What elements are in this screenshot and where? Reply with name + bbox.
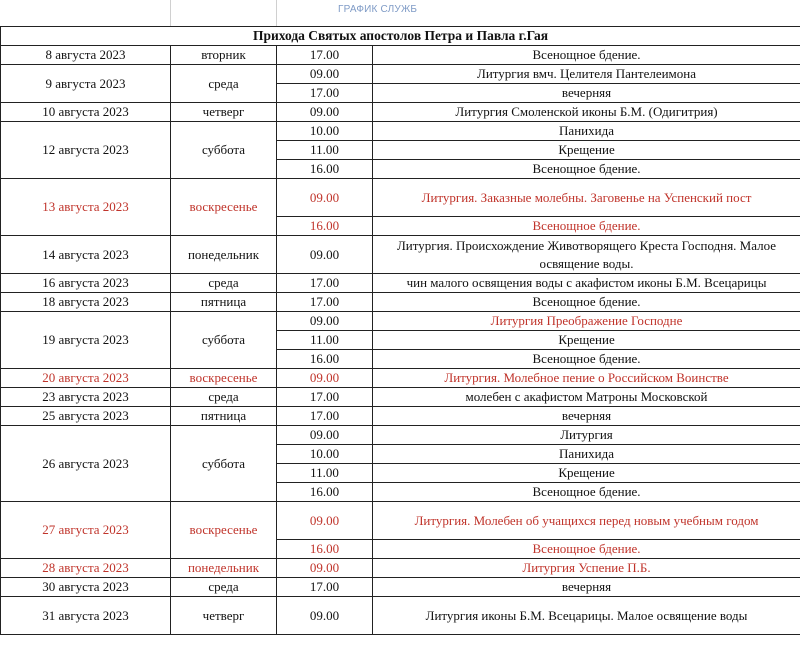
- service-description-cell: Всенощное бдение.: [373, 540, 800, 559]
- time-cell: 11.00: [277, 141, 373, 160]
- service-row: [1, 426, 800, 445]
- column-divider: [276, 0, 277, 26]
- date-cell: 13 августа 2023: [1, 179, 171, 236]
- weekday-cell: суббота: [171, 122, 277, 179]
- weekday-cell: пятница: [171, 293, 277, 312]
- time-cell: 09.00: [277, 502, 373, 540]
- service-description-cell: Литургия. Молебен об учащихся перед новым учебным годом: [373, 502, 800, 540]
- service-row: [1, 407, 800, 426]
- weekday-cell: среда: [171, 578, 277, 597]
- time-cell: 17.00: [277, 578, 373, 597]
- weekday-cell: пятница: [171, 407, 277, 426]
- weekday-cell: вторник: [171, 46, 277, 65]
- time-cell: 09.00: [277, 369, 373, 388]
- schedule-title: Прихода Святых апостолов Петра и Павла г.Гая: [1, 27, 800, 46]
- date-cell: 27 августа 2023: [1, 502, 171, 559]
- time-cell: 09.00: [277, 312, 373, 331]
- date-cell: 25 августа 2023: [1, 407, 171, 426]
- time-cell: 17.00: [277, 293, 373, 312]
- weekday-cell: суббота: [171, 426, 277, 502]
- service-row: [1, 293, 800, 312]
- service-row: [1, 559, 800, 578]
- service-description-cell: Крещение: [373, 141, 800, 160]
- time-cell: 16.00: [277, 483, 373, 502]
- service-description-cell: Крещение: [373, 331, 800, 350]
- service-row: [1, 65, 800, 84]
- time-cell: 17.00: [277, 84, 373, 103]
- service-description-cell: Литургия Преображение Господне: [373, 312, 800, 331]
- service-description-cell: Всенощное бдение.: [373, 160, 800, 179]
- service-row: [1, 274, 800, 293]
- sheet-header: [0, 0, 800, 26]
- time-cell: 17.00: [277, 388, 373, 407]
- service-description-cell: Литургия. Молебное пение о Российском Воинстве: [373, 369, 800, 388]
- time-cell: 09.00: [277, 426, 373, 445]
- time-cell: 10.00: [277, 122, 373, 141]
- time-cell: 17.00: [277, 407, 373, 426]
- service-row: [1, 236, 800, 274]
- watermark-text: ГРАФИК СЛУЖБ: [338, 4, 418, 15]
- service-description-cell: Всенощное бдение.: [373, 46, 800, 65]
- weekday-cell: среда: [171, 65, 277, 103]
- time-cell: 09.00: [277, 65, 373, 84]
- weekday-cell: воскресенье: [171, 369, 277, 388]
- date-cell: 28 августа 2023: [1, 559, 171, 578]
- service-row: [1, 597, 800, 635]
- schedule-table: [0, 26, 800, 635]
- date-cell: 10 августа 2023: [1, 103, 171, 122]
- service-row: [1, 46, 800, 65]
- weekday-cell: воскресенье: [171, 179, 277, 236]
- time-cell: 16.00: [277, 540, 373, 559]
- service-description-cell: Крещение: [373, 464, 800, 483]
- time-cell: 10.00: [277, 445, 373, 464]
- weekday-cell: четверг: [171, 597, 277, 635]
- title-row: [1, 27, 800, 46]
- service-description-cell: Всенощное бдение.: [373, 217, 800, 236]
- service-description-cell: вечерняя: [373, 407, 800, 426]
- weekday-cell: четверг: [171, 103, 277, 122]
- time-cell: 16.00: [277, 217, 373, 236]
- service-description-cell: вечерняя: [373, 578, 800, 597]
- service-description-cell: Литургия Смоленской иконы Б.М. (Одигитрия): [373, 103, 800, 122]
- service-description-cell: вечерняя: [373, 84, 800, 103]
- date-cell: 19 августа 2023: [1, 312, 171, 369]
- date-cell: 9 августа 2023: [1, 65, 171, 103]
- service-row: [1, 578, 800, 597]
- service-row: [1, 122, 800, 141]
- date-cell: 18 августа 2023: [1, 293, 171, 312]
- time-cell: 17.00: [277, 274, 373, 293]
- time-cell: 09.00: [277, 597, 373, 635]
- service-description-cell: Литургия: [373, 426, 800, 445]
- weekday-cell: понедельник: [171, 236, 277, 274]
- service-row: [1, 502, 800, 540]
- weekday-cell: воскресенье: [171, 502, 277, 559]
- service-description-cell: Литургия Успение П.Б.: [373, 559, 800, 578]
- weekday-cell: суббота: [171, 312, 277, 369]
- date-cell: 20 августа 2023: [1, 369, 171, 388]
- time-cell: 16.00: [277, 350, 373, 369]
- service-row: [1, 312, 800, 331]
- service-description-cell: Всенощное бдение.: [373, 350, 800, 369]
- service-description-cell: Литургия вмч. Целителя Пантелеимона: [373, 65, 800, 84]
- column-divider: [170, 0, 171, 26]
- weekday-cell: понедельник: [171, 559, 277, 578]
- service-description-cell: Литургия. Заказные молебны. Заговенье на Успенский пост: [373, 179, 800, 217]
- date-cell: 12 августа 2023: [1, 122, 171, 179]
- service-row: [1, 369, 800, 388]
- service-description-cell: чин малого освящения воды с акафистом иконы Б.М. Всецарицы: [373, 274, 800, 293]
- time-cell: 09.00: [277, 179, 373, 217]
- time-cell: 11.00: [277, 464, 373, 483]
- service-row: [1, 103, 800, 122]
- date-cell: 23 августа 2023: [1, 388, 171, 407]
- time-cell: 09.00: [277, 559, 373, 578]
- date-cell: 16 августа 2023: [1, 274, 171, 293]
- date-cell: 8 августа 2023: [1, 46, 171, 65]
- service-description-cell: Всенощное бдение.: [373, 483, 800, 502]
- service-row: [1, 179, 800, 217]
- service-description-cell: Литургия. Происхождение Животворящего Креста Господня. Малое освящение воды.: [373, 236, 800, 274]
- time-cell: 09.00: [277, 103, 373, 122]
- time-cell: 11.00: [277, 331, 373, 350]
- service-description-cell: молебен с акафистом Матроны Московской: [373, 388, 800, 407]
- weekday-cell: среда: [171, 388, 277, 407]
- weekday-cell: среда: [171, 274, 277, 293]
- service-description-cell: Всенощное бдение.: [373, 293, 800, 312]
- time-cell: 09.00: [277, 236, 373, 274]
- service-description-cell: Панихида: [373, 445, 800, 464]
- time-cell: 16.00: [277, 160, 373, 179]
- service-description-cell: Литургия иконы Б.М. Всецарицы. Малое освящение воды: [373, 597, 800, 635]
- date-cell: 14 августа 2023: [1, 236, 171, 274]
- date-cell: 30 августа 2023: [1, 578, 171, 597]
- service-description-cell: Панихида: [373, 122, 800, 141]
- date-cell: 31 августа 2023: [1, 597, 171, 635]
- service-row: [1, 388, 800, 407]
- date-cell: 26 августа 2023: [1, 426, 171, 502]
- time-cell: 17.00: [277, 46, 373, 65]
